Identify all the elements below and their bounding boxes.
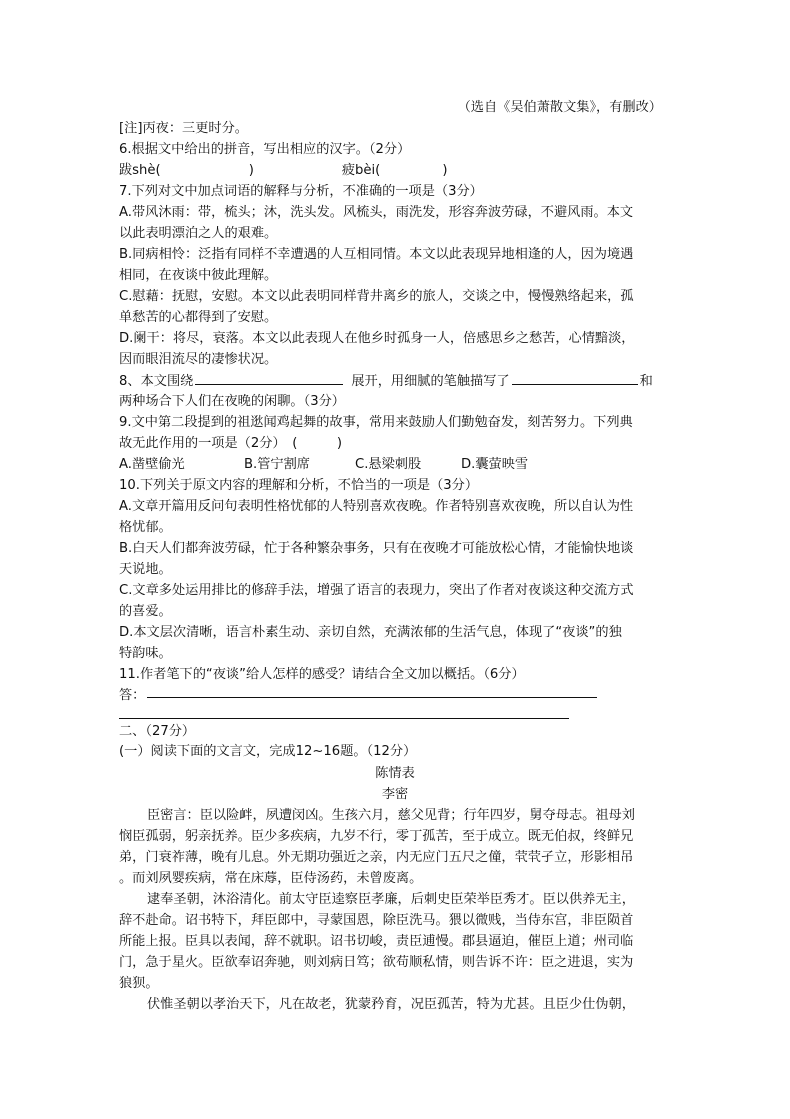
question-11-stem: 11.作者笔下的“夜谈”给人怎样的感受？请结合全文加以概括。（6分） — [119, 667, 525, 682]
q7-option-b-line1: B.同病相怜：泛指有同样不幸遭遇的人互相同情。本文以此表现异地相逢的人，因为境遇 — [119, 247, 634, 262]
essay-p2-line4: 门，急于星火。臣欲奉诏奔驰，则刘病日笃；欲苟顺私情，则告诉不许：臣之进退，实为 — [119, 955, 634, 970]
q8-part1: 8、本文围绕 — [119, 374, 194, 389]
q11-answer-line-2[interactable] — [119, 718, 569, 719]
q10-option-a-line2: 格忧郁。 — [119, 520, 172, 535]
essay-p1-line3: 弟，门衰祚薄，晚有儿息。外无期功强近之亲，内无应门五尺之僮，茕茕孑立，形影相吊 — [119, 850, 634, 865]
q10-option-d-line1: D.本文层次清晰，语言朴素生动、亲切自然，充满浓郁的生活气息，体现了“夜谈”的独 — [119, 625, 622, 640]
q9-option-d: D.囊萤映雪 — [461, 457, 529, 472]
section-2-title: 二、（27分） — [119, 724, 196, 739]
essay-p1-line1: 臣密言：臣以险衅，夙遭闵凶。生孩六月，慈父见背；行年四岁，舅夺母志。祖母刘 — [147, 808, 635, 823]
q7-option-c-line1: C.慰藉：抚慰，安慰。本文以此表明同样背井离乡的旅人，交谈之中，慢慢熟络起来，孤 — [119, 289, 634, 304]
essay-p3-line1: 伏惟圣朝以孝治天下，凡在故老，犹蒙矜育，况臣孤苦，特为尤甚。且臣少仕伪朝， — [147, 997, 635, 1012]
q6-item1-prefix: 跋shè( — [119, 163, 161, 178]
q7-option-d-line2: 因而眼泪流尽的凄惨状况。 — [119, 352, 278, 367]
question-8-line1 — [119, 371, 653, 392]
q6-item2-prefix: 疲bèi( — [341, 163, 381, 178]
question-6-items — [119, 161, 447, 181]
q8-part3: 和 — [639, 374, 653, 389]
essay-author: 李密 — [381, 787, 409, 802]
question-9-options — [119, 455, 528, 475]
question-8-line2: 两种场合下人们在夜晚的闲聊。（3分） — [119, 394, 345, 409]
q11-answer-line-1[interactable] — [147, 697, 597, 698]
q8-blank-2[interactable] — [512, 371, 638, 385]
essay-p2-line2: 辞不赴命。诏书特下，拜臣郎中，寻蒙国恩，除臣洗马。猥以微贱，当侍东宫，非臣陨首 — [119, 913, 634, 928]
q7-option-a-line1: A.带风沐雨：带，梳头；沐，洗头发。风梳头，雨洗发，形容奔波劳碌，不避风雨。本文 — [119, 205, 634, 220]
essay-p1-line4: 。而刘夙婴疾病，常在床蓐，臣侍汤药，未曾废离。 — [119, 871, 423, 886]
q10-option-c-line1: C.文章多处运用排比的修辞手法，增强了语言的表现力，突出了作者对夜谈这种交流方式 — [119, 583, 634, 598]
q10-option-a-line1: A.文章开篇用反问句表明性格忧郁的人特别喜欢夜晚。作者特别喜欢夜晚，所以自认为性 — [119, 499, 634, 514]
q10-option-b-line2: 天说地。 — [119, 562, 172, 577]
q9-option-c: C.悬梁刺股 — [355, 457, 422, 472]
q11-answer-label: 答： — [119, 688, 146, 703]
q7-option-b-line2: 相同，在夜谈中彼此理解。 — [119, 268, 278, 283]
section-2-subtitle: (一）阅读下面的文言文，完成12~16题。（12分） — [119, 744, 417, 759]
q6-item1-suffix: ) — [248, 163, 254, 178]
q10-option-c-line2: 的喜爱。 — [119, 604, 172, 619]
question-7-stem: 7.下列对文中加点词语的解释与分析，不准确的一项是（3分） — [119, 184, 483, 199]
q7-option-d-line1: D.阑干：将尽，衰落。本文以此表现人在他乡时孤身一人，倍感思乡之愁苦，心情黯淡， — [119, 331, 635, 346]
q8-blank-1[interactable] — [195, 371, 343, 385]
q10-option-b-line1: B.白天人们都奔波劳碌，忙于各种繁杂事务，只有在夜晚才可能放松心情，才能愉快地谈 — [119, 541, 634, 556]
question-6-stem: 6.根据文中给出的拼音，写出相应的汉字。（2分） — [119, 142, 411, 157]
q7-option-a-line2: 以此表明漂泊之人的艰难。 — [119, 226, 278, 241]
q10-option-d-line2: 特韵味。 — [119, 646, 172, 661]
essay-p2-line1: 逮奉圣朝，沐浴清化。前太守臣逵察臣孝廉，后刺史臣荣举臣秀才。臣以供养无主， — [147, 892, 635, 907]
essay-p1-line2: 悯臣孤弱，躬亲抚养。臣少多疾病，九岁不行，零丁孤苦，至于成立。既无伯叔，终鲜兄 — [119, 829, 634, 844]
q9-option-b: B.管宁割席 — [244, 457, 310, 472]
question-9-line2: 故无此作用的一项是（2分） ( ) — [119, 436, 343, 451]
q8-part2: 展开，用细腻的笔触描写了 — [351, 374, 510, 389]
question-9-line1: 9.文中第二段提到的祖逖闻鸡起舞的故事，常用来鼓励人们勤勉奋发，刻苦努力。下列典 — [119, 415, 633, 430]
question-10-stem: 10.下列关于原文内容的理解和分析，不恰当的一项是（3分） — [119, 478, 479, 493]
source-note: （选自《吴伯萧散文集》，有删改） — [457, 100, 662, 115]
annotation-note: [注]丙夜：三更时分。 — [119, 121, 248, 136]
essay-title: 陈情表 — [375, 766, 415, 781]
essay-p2-line3: 所能上报。臣具以表闻，辞不就职。诏书切峻，责臣逋慢。郡县逼迫，催臣上道；州司临 — [119, 934, 634, 949]
q7-option-c-line2: 单愁苦的心都得到了安慰。 — [119, 310, 278, 325]
q6-item2-suffix: ) — [442, 163, 448, 178]
q9-option-a: A.凿壁偷光 — [119, 457, 185, 472]
essay-p2-line5: 狼狈。 — [119, 976, 159, 991]
